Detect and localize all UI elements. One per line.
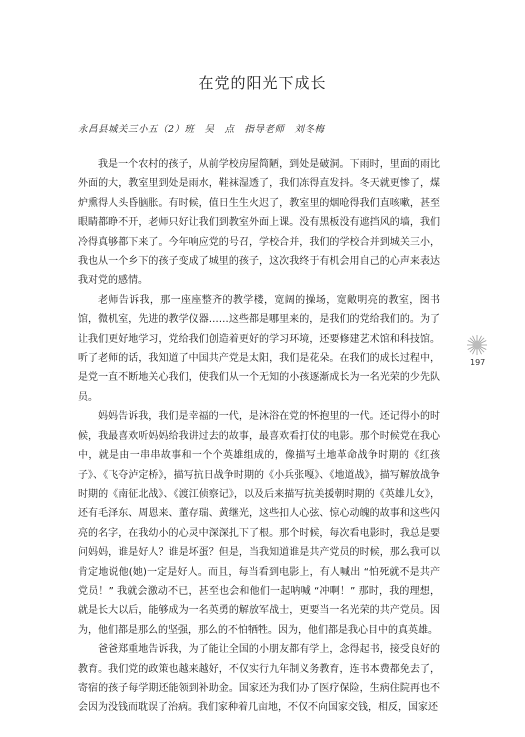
article-body — [78, 155, 440, 718]
paragraph: 妈妈告诉我，我们是幸福的一代，是沐浴在党的怀抱里的一代。还记得小的时候，我最喜欢听妈妈给我讲过去的故事，最喜欢看打仗的电影。那个时候党在我心中，就是由一串串故事和一个个英雄组成的，像描写土地革命战争时期的《红孩子》、《飞夺泸定桥》，描写抗日战争时期的《小兵张嘎》、《地道战》，描写解放战争时期的《南征北战》、《渡江侦察记》，以及后来描写抗美援朝时期的《英雄儿女》，还有毛泽东、周恩来、董存瑞、黄继光，这些扣人心弦、惊心动魄的故事和这些闪亮的名字，在我幼小的心灵中深深扎下了根。那个时候，每次看电影时，我总是要问妈妈，谁是好人？谁是坏蛋？但是，当我知道谁是共产党员的时候，那么我可以肯定地说他(她)一定是好人。而且，每当看到电影上，有人喊出 “怕死就不是共产党员！” 我就会激动不已，甚至也会和他们一起呐喊 “冲啊！” 那时，我的理想，就是长大以后，能够成为一名英勇的解放军战士，更要当一名光荣的共产党员。因为，他们都是那么的坚强，那么的不怕牺牲。因为，他们都是我心目中的真英雄。 — [78, 411, 440, 636]
paragraph: 老师告诉我，那一座座整齐的教学楼，宽阔的操场，宽敞明亮的教室，图书馆，微机室，先进的教学仪器……这些都是哪里来的，是我们的党给我们的。为了让我们更好地学习，党给我们创造着更好的学习环境，还要修建艺术馆和科技馆。听了老师的话，我知道了中国共产党是太阳，我们是花朵。在我们的成长过程中，是党一直不断地关心我们，使我们从一个无知的小孩逐渐成长为一名光荣的少先队员。 — [78, 294, 440, 403]
author-byline: 永昌县城关三小五（2）班 吴 点 指导老师 刘冬梅 — [78, 124, 325, 135]
page-number: 197 — [470, 358, 486, 367]
sunburst-ornament-icon — [466, 334, 488, 356]
paragraph: 我是一个农村的孩子，从前学校房屋简陋，到处是破洞。下雨时，里面的雨比外面的大，教室里到处是雨水，鞋袜湿透了，我们冻得直发抖。冬天就更惨了，煤炉熏得人头昏脑胀。有时候，值日生生火迟了，教室里的烟呛得我们直咳嗽，甚至眼睛都睁不开，老师只好让我们到教室外面上课。没有黑板没有遮挡风的墙，我们冷得真够都下来了。今年响应党的号召，学校合并，我们的学校合并到城关三小，我也从一个乡下的孩子变成了城里的孩子，这次我终于有机会用自己的心声来表达我对党的感情。 — [78, 159, 440, 287]
article-title: 在党的阳光下成长 — [198, 74, 327, 92]
paragraph: 爸爸郑重地告诉我，为了能让全国的小朋友都有学上，念得起书，接受良好的教育。我们党的政策也越来越好，不仅实行九年制义务教育，连书本费都免去了，寄宿的孩子每学期还能领到补助金。国家还为我们办了医疗保险，生病住院再也不会因为没钱而耽误了治病。我们家种着几亩地，不仅不向国家交钱，相反，国家还 — [78, 644, 440, 714]
